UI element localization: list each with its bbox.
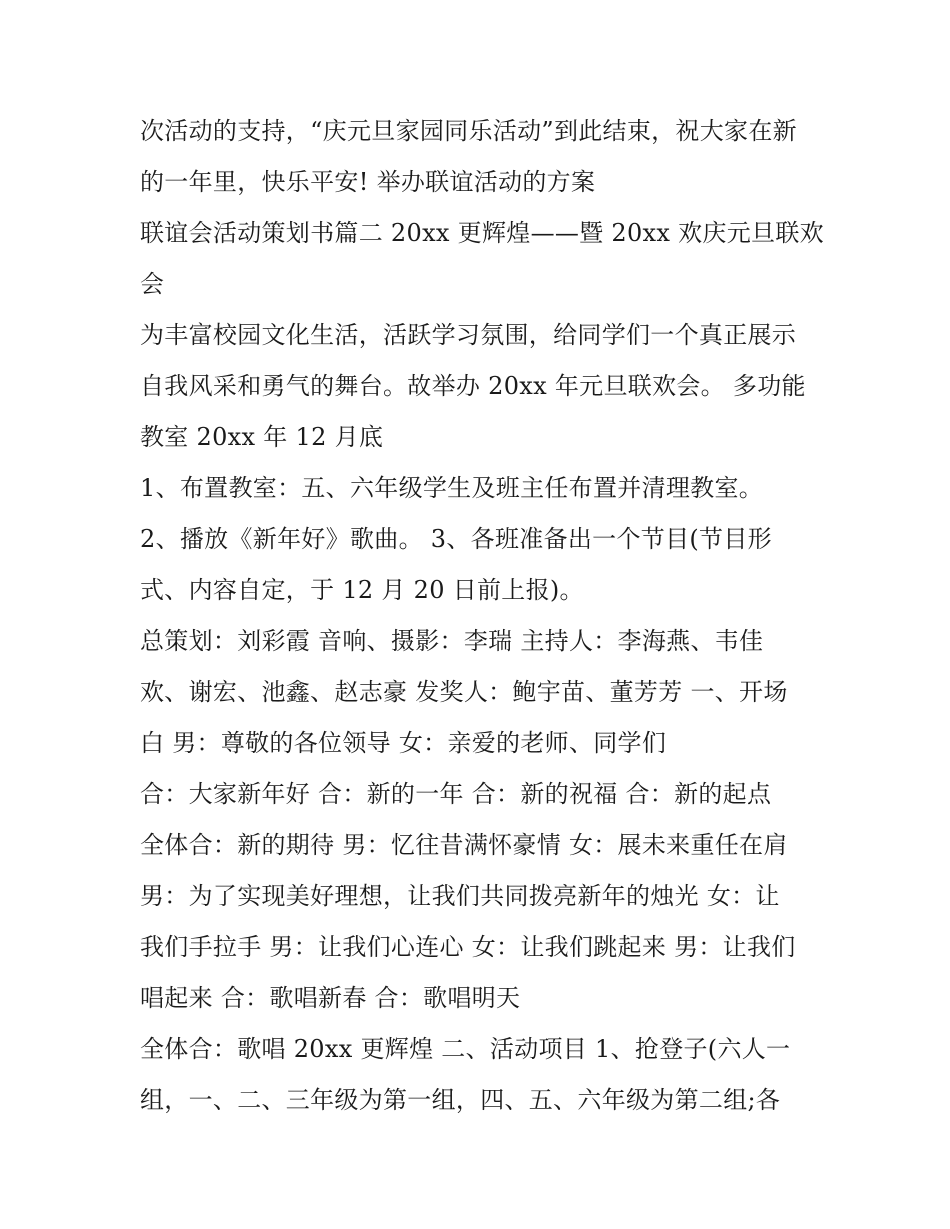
text-line: 的一年里，快乐平安! 举办联谊活动的方案 bbox=[140, 168, 596, 196]
text-line: 式、内容自定，于 12 月 20 日前上报)。 bbox=[140, 576, 584, 604]
text-line: 唱起来 合：歌唱新春 合：歌唱明天 bbox=[140, 984, 521, 1012]
text-line: 我们手拉手 男：让我们心连心 女：让我们跳起来 男：让我们 bbox=[140, 933, 796, 961]
text-line: 全体合：新的期待 男：忆往昔满怀豪情 女：展未来重任在肩 bbox=[140, 831, 788, 859]
text-line: 欢、谢宏、池鑫、赵志豪 发奖人：鲍宇苗、董芳芳 一、开场 bbox=[140, 678, 788, 706]
text-line: 男：为了实现美好理想，让我们共同拨亮新年的烛光 女：让 bbox=[140, 882, 780, 910]
text-line: 合：大家新年好 合：新的一年 合：新的祝福 合：新的起点 bbox=[140, 780, 772, 808]
text-line: 教室 20xx 年 12 月底 bbox=[140, 423, 384, 451]
text-line: 全体合：歌唱 20xx 更辉煌 二、活动项目 1、抢登子(六人一 bbox=[140, 1035, 791, 1063]
text-line: 白 男：尊敬的各位领导 女：亲爱的老师、同学们 bbox=[140, 729, 667, 757]
text-line: 总策划：刘彩霞 音响、摄影：李瑞 主持人：李海燕、韦佳 bbox=[140, 627, 764, 655]
text-line: 组，一、二、三年级为第一组，四、五、六年级为第二组;各 bbox=[140, 1086, 781, 1114]
document-body bbox=[140, 106, 824, 1126]
text-line: 次活动的支持，“庆元旦家园同乐活动”到此结束，祝大家在新 bbox=[140, 117, 797, 145]
text-line: 2、播放《新年好》歌曲。 3、各班准备出一个节目(节目形 bbox=[140, 525, 772, 553]
text-line: 1、布置教室：五、六年级学生及班主任布置并清理教室。 bbox=[140, 474, 764, 502]
text-line: 联谊会活动策划书篇二 20xx 更辉煌——暨 20xx 欢庆元旦联欢 bbox=[140, 219, 824, 247]
text-line: 为丰富校园文化生活，活跃学习氛围，给同学们一个真正展示 bbox=[140, 321, 797, 349]
text-line: 自我风采和勇气的舞台。故举办 20xx 年元旦联欢会。 多功能 bbox=[140, 372, 806, 400]
text-line: 会 bbox=[140, 270, 165, 298]
